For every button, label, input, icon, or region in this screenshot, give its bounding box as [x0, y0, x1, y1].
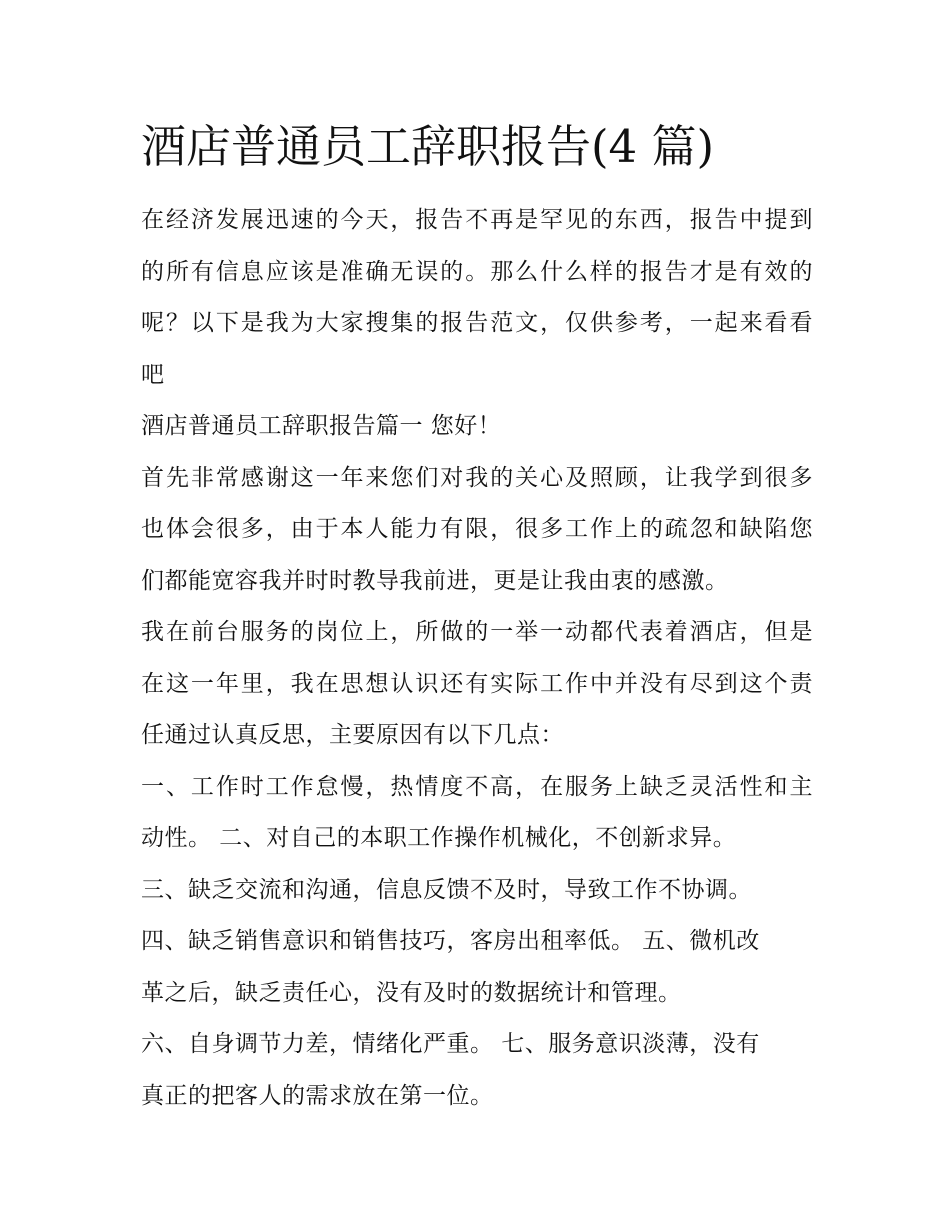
text-line: 动性。 二、对自己的本职工作操作机械化，不创新求异。: [141, 825, 737, 851]
document-body: [141, 112, 813, 1122]
point-three-paragraph: [141, 865, 813, 917]
text-line: 一、工作时工作怠慢，热情度不高，在服务上缺乏灵活性和主: [141, 773, 813, 800]
text-line: 我在前台服务的岗位上，所做的一举一动都代表着酒店，但是: [141, 619, 813, 645]
text-line: 在这一年里，我在思想认识还有实际工作中并没有尽到这个责: [141, 670, 813, 697]
reflection-paragraph: [141, 607, 813, 762]
text-line: 呢？以下是我为大家搜集的报告范文，仅供参考，一起来看看: [141, 310, 813, 336]
text-line: 在经济发展迅速的今天，报告不再是罕见的东西，报告中提到: [141, 207, 813, 233]
point-one-two-paragraph: [141, 762, 813, 865]
text-line: 革之后，缺乏责任心，没有及时的数据统计和管理。: [141, 979, 682, 1006]
intro-paragraph: [141, 195, 813, 401]
text-line: 四、缺乏销售意识和销售技巧，客房出租率低。 五、微机改: [141, 928, 760, 954]
text-line: 任通过认真反思，主要原因有以下几点：: [141, 722, 564, 748]
document-title: 酒店普通员工辞职报告(4 篇): [141, 120, 715, 173]
text-line: 六、自身调节力差，情绪化严重。 七、服务意识淡薄，没有: [141, 1031, 760, 1057]
text-line: 三、缺乏交流和沟通，信息反馈不及时，导致工作不协调。: [141, 876, 752, 903]
text-line: 的所有信息应该是准确无误的。那么什么样的报告才是有效的: [141, 258, 813, 285]
text-line: 首先非常感谢这一年来您们对我的关心及照顾，让我学到很多: [141, 464, 813, 491]
point-four-five-paragraph: [141, 916, 813, 1019]
text-line: 也体会很多，由于本人能力有限，很多工作上的疏忽和缺陷您: [141, 516, 813, 542]
text-line: 们都能宽容我并时时教导我前进，更是让我由衷的感激。: [141, 567, 729, 594]
text-line: 吧: [141, 361, 165, 388]
point-six-seven-paragraph: [141, 1019, 813, 1122]
text-line: 真正的把客人的需求放在第一位。: [141, 1082, 494, 1109]
thanks-paragraph: [141, 453, 813, 608]
section-heading-paragraph: [141, 401, 813, 453]
text-line: 酒店普通员工辞职报告篇一 您好！: [141, 413, 502, 439]
